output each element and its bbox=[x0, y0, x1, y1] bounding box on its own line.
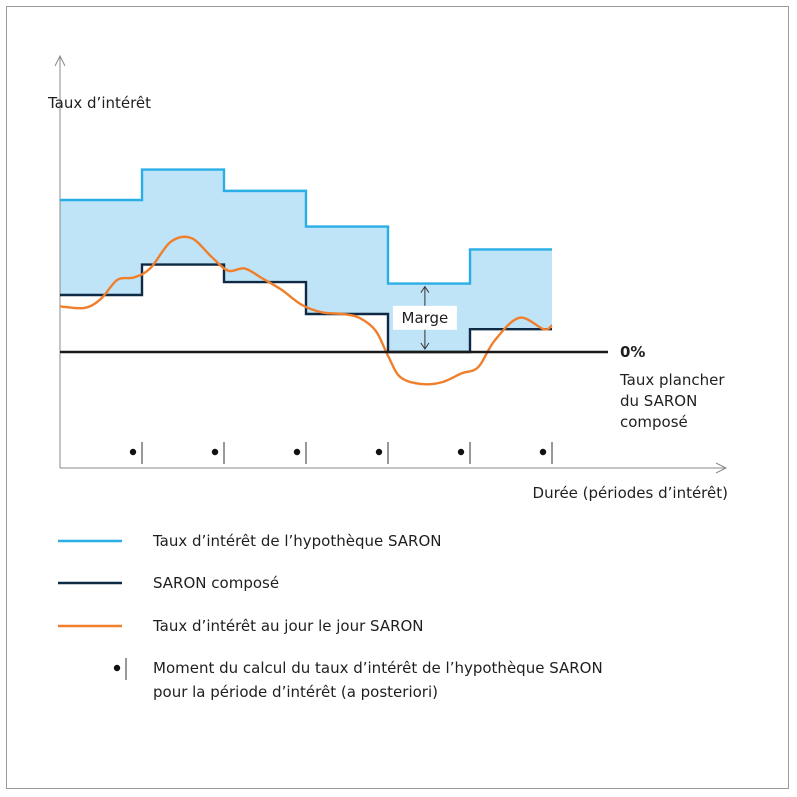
legend-label-saron-compound: SARON composé bbox=[153, 574, 280, 592]
floor-label-line-2: du SARON bbox=[620, 392, 698, 410]
calc-points-layer bbox=[130, 442, 552, 464]
margin-label: Marge bbox=[401, 308, 449, 327]
calc-point-dot-2 bbox=[212, 449, 218, 455]
x-axis-label: Durée (périodes d’intérêt) bbox=[532, 484, 728, 502]
floor-label-line-1: Taux plancher bbox=[620, 371, 725, 389]
floor-value-label: 0% bbox=[620, 343, 646, 361]
legend bbox=[58, 532, 603, 701]
legend-label-calc-line-2: pour la période d’intérêt (a posteriori) bbox=[153, 683, 438, 701]
calc-point-dot-6 bbox=[540, 449, 546, 455]
calc-point-dot-3 bbox=[294, 449, 300, 455]
floor-label-line-3: composé bbox=[620, 413, 688, 431]
calc-point-dot-5 bbox=[458, 449, 464, 455]
legend-calc-dot-icon bbox=[114, 665, 120, 671]
legend-label-mortgage: Taux d’intérêt de l’hypothèque SARON bbox=[153, 532, 442, 550]
legend-label-saron-overnight: Taux d’intérêt au jour le jour SARON bbox=[153, 617, 424, 635]
calc-point-dot-4 bbox=[376, 449, 382, 455]
y-axis-label: Taux d’intérêt bbox=[48, 94, 152, 112]
calc-point-dot-1 bbox=[130, 449, 136, 455]
legend-label-calc-line-1: Moment du calcul du taux d’intérêt de l’hypothèque SARON bbox=[153, 659, 603, 677]
